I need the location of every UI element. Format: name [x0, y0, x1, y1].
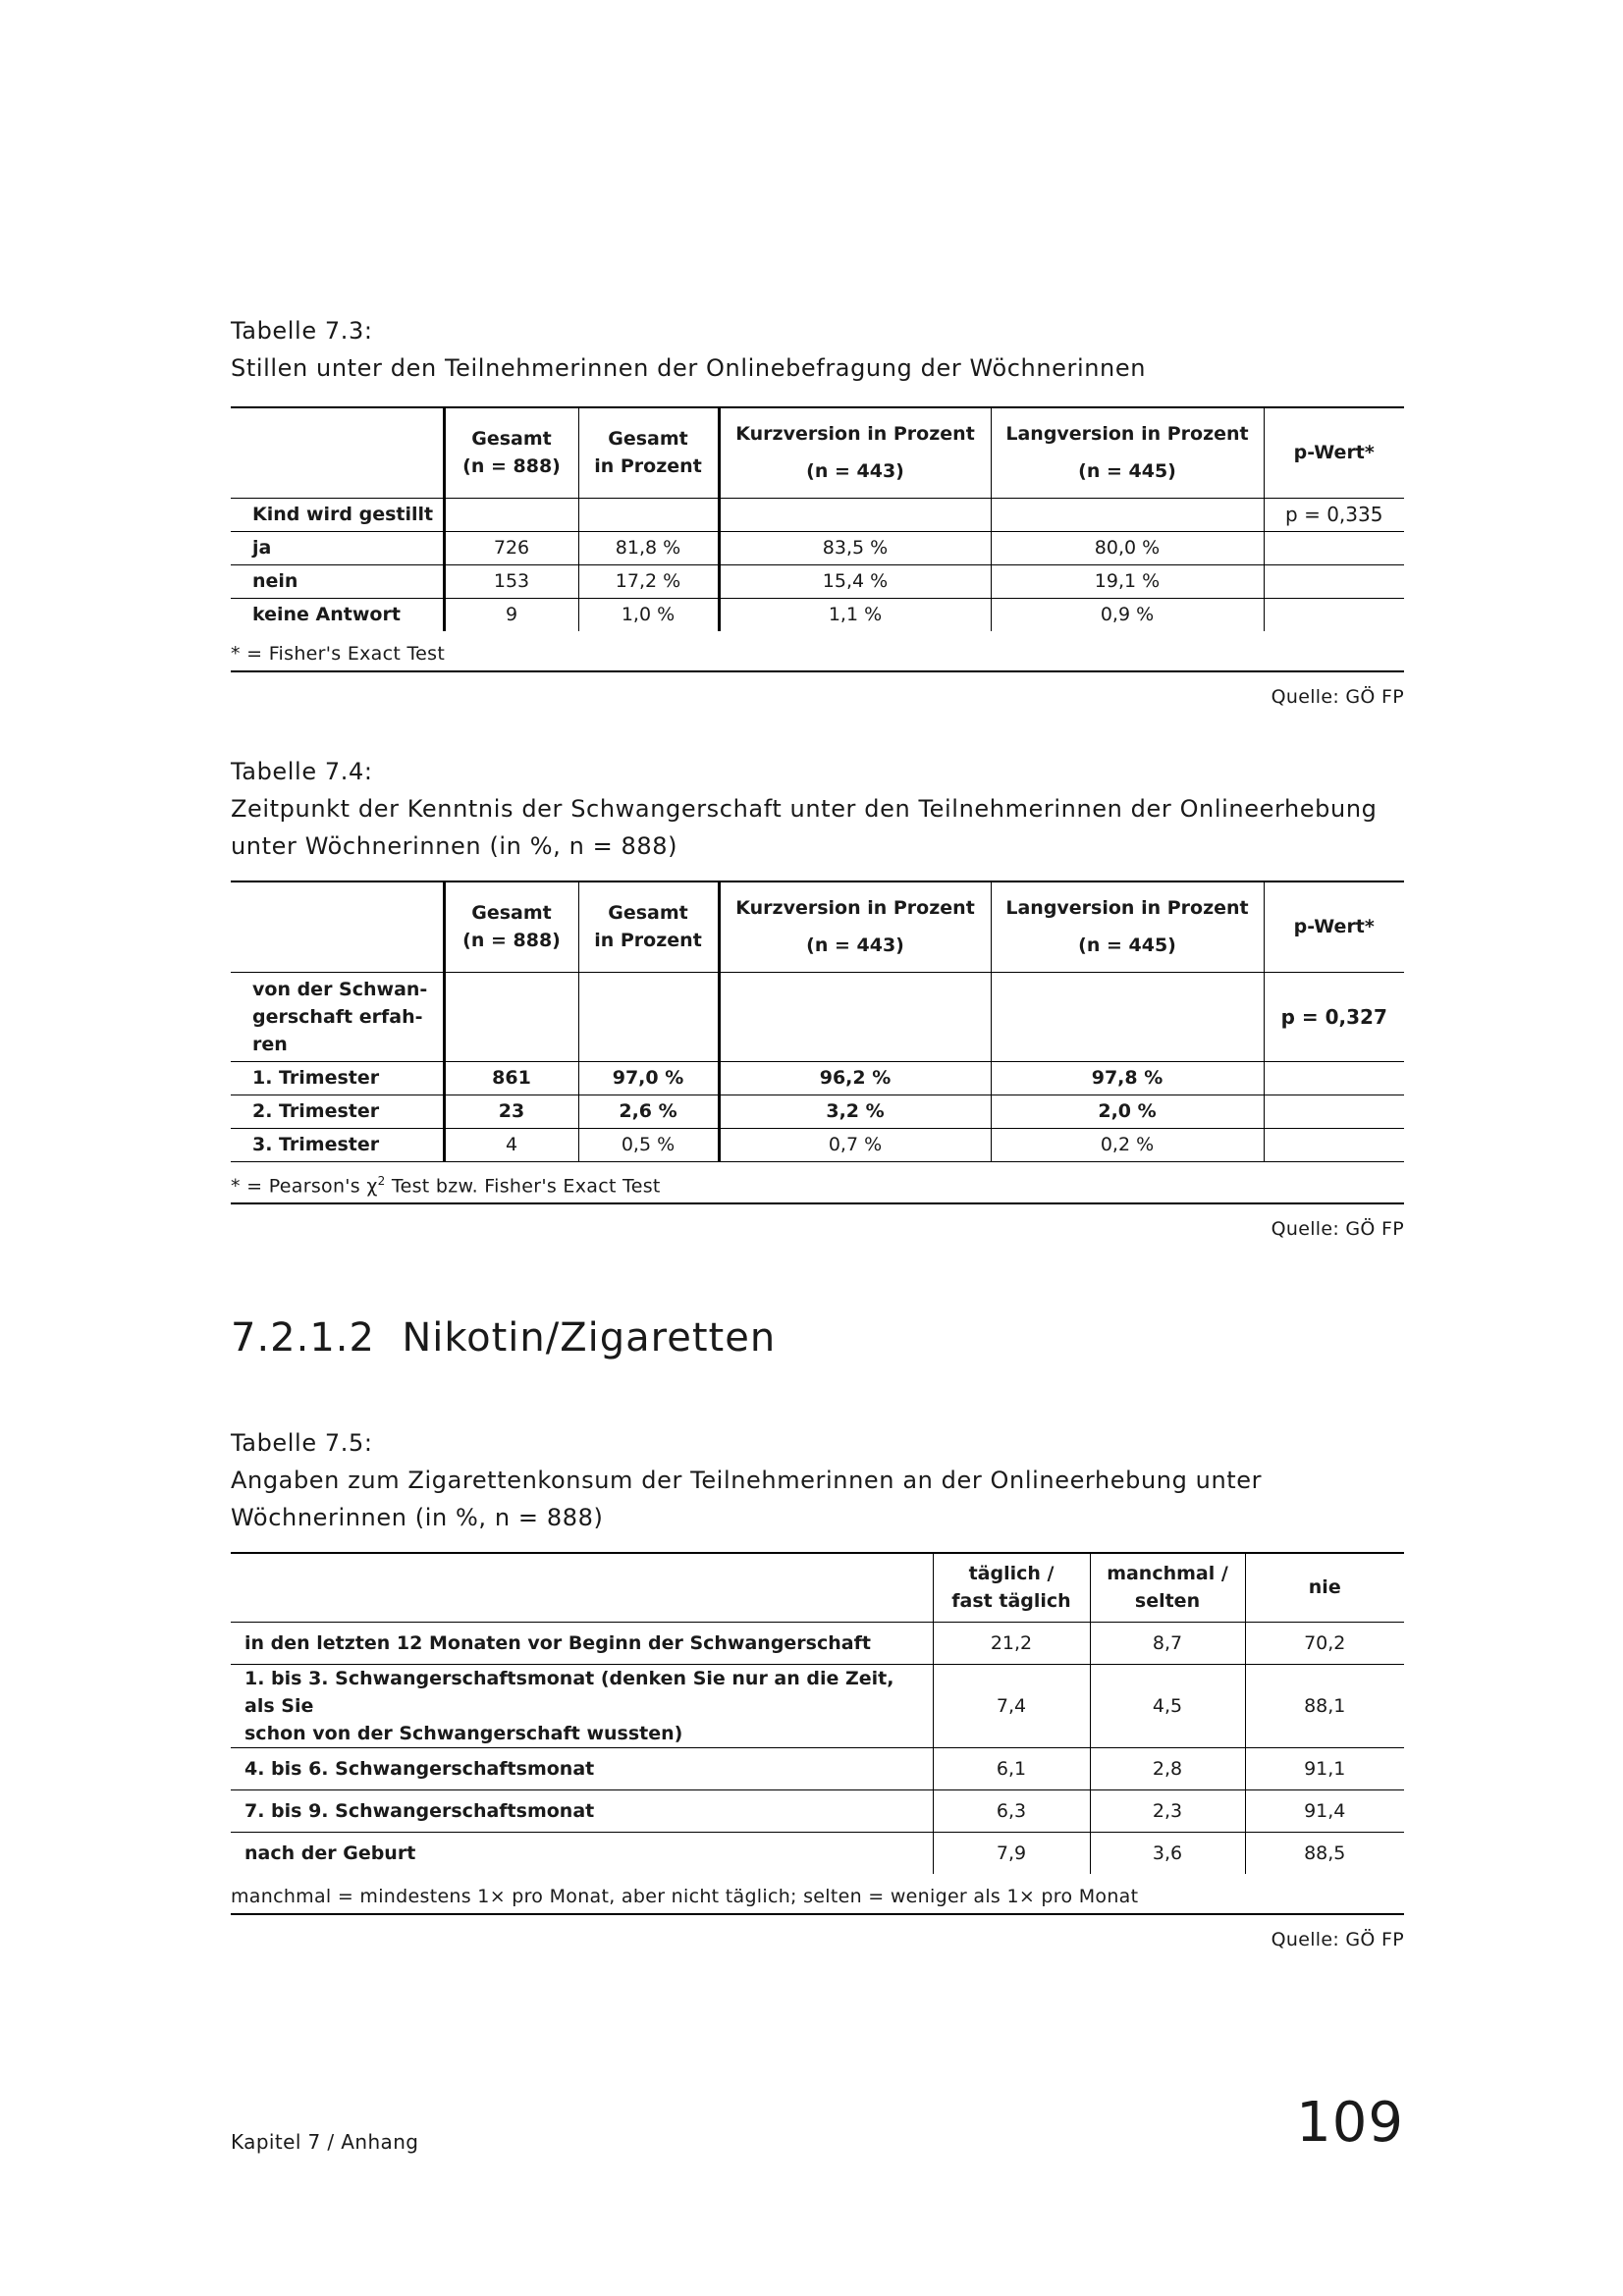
table-7-3 — [231, 406, 1404, 631]
table-note: * = Fisher's Exact Test — [231, 631, 1404, 672]
p-value: p = 0,335 — [1264, 498, 1404, 531]
col-header-kurzversion: Kurzversion in Prozent — [735, 897, 975, 920]
col-header-langversion: Langversion in Prozent — [1005, 423, 1249, 446]
col-header-prozent: Gesamt — [608, 902, 688, 925]
table-row: ja 726 81,8 % 83,5 % 80,0 % — [231, 531, 1404, 564]
col-header-prozent: Gesamt — [608, 428, 688, 451]
col-header-manchmal: manchmal / — [1107, 1563, 1228, 1585]
table-row: 3. Trimester 4 0,5 % 0,7 % 0,2 % — [231, 1128, 1404, 1161]
col-header-gesamt: Gesamt — [471, 902, 552, 925]
table-7-4 — [231, 881, 1404, 1162]
table-row: keine Antwort 9 1,0 % 1,1 % 0,9 % — [231, 598, 1404, 631]
table-source: Quelle: GÖ FP — [1271, 685, 1404, 708]
col-header-kurzversion: Kurzversion in Prozent — [735, 423, 975, 446]
table-7-4-block: Tabelle 7.4: Zeitpunkt der Kenntnis der Schwangerschaft unter den Teilnehmerinnen der Onlineerhebung unter Wöchnerinnen (in %, n = 888) Gesamt (n = 888) Gesamt in Prozent Kurzversion in Prozent (n = 443) Langversion in Prozent (n = 445) p-Wert* von der Schwan- gerschaft erfah- ren p = 0,327 1. Trimester 861 97,0 % 96,2 % 97,8 % 2. Trimester 23 2,6 % 3,2 % 2,0 % 3. Trimester 4 0,5 % 0,7 % 0,2 % * = Pearson's $\chi^2$ Test bzw. Fisher's Exact Test Quelle: GÖ FP — [231, 753, 1404, 1240]
col-header-langversion: Langversion in Prozent — [1005, 897, 1249, 920]
table-row: nein 153 17,2 % 15,4 % 19,1 % — [231, 564, 1404, 598]
table-row — [231, 972, 1404, 1061]
table-row: in den letzten 12 Monaten vor Beginn der Schwangerschaft 21,2 8,7 70,2 — [231, 1622, 1404, 1664]
table-7-5-subtitle: Angaben zum Zigarettenkonsum der Teilnehmerinnen an der Onlineerhebung unter — [231, 1467, 1263, 1494]
table-row: 4. bis 6. Schwangerschaftsmonat 6,1 2,8 91,1 — [231, 1747, 1404, 1789]
table-row: 1. Trimester 861 97,0 % 96,2 % 97,8 % — [231, 1061, 1404, 1095]
table-7-5-block: Tabelle 7.5: Angaben zum Zigarettenkonsum der Teilnehmerinnen an der Onlineerhebung unter Wöchnerinnen (in %, n = 888) täglich / fast täglich manchmal / selten nie in den letzten 12 Monaten vor Beginn der Schwangerschaft 21,2 8,7 70,2 1. bis 3. Schwangerschaftsmonat (denken Sie nur an die Zeit, als Sie schon von der Schwangerschaft wussten) 7,4 4,5 88,1 4. bis 6. Schwangerschaftsmonat 6,1 2,8 91,1 7. bis 9. Schwangerschaftsmonat 6,3 2,3 91,4 nach der Geburt 7,9 3,6 88,5 manchmal = mindestens 1× pro Monat, aber nicht täglich; selten = weniger als 1× pro Monat Quelle: GÖ FP — [231, 1424, 1404, 1950]
section-heading: 7.2.1.2 Nikotin/Zigaretten — [231, 1315, 777, 1361]
p-value: p = 0,327 — [1264, 972, 1404, 1061]
table-7-4-title: Tabelle 7.4: — [231, 758, 373, 785]
table-7-5 — [231, 1552, 1404, 1874]
table-7-3-block — [231, 312, 1404, 708]
row-label: von der Schwan- gerschaft erfah- ren — [231, 972, 444, 1061]
col-header-taeglich: täglich / — [968, 1563, 1055, 1585]
col-header-p-wert: p-Wert* — [1264, 881, 1404, 972]
footer-chapter: Kapitel 7 / Anhang — [231, 2130, 419, 2154]
page-number: 109 — [1296, 2091, 1404, 2155]
table-header: täglich / fast täglich manchmal / selten nie — [231, 1553, 1404, 1622]
col-header-gesamt: Gesamt — [471, 428, 552, 451]
table-row: 1. bis 3. Schwangerschaftsmonat (denken Sie nur an die Zeit, als Sie schon von der Schwangerschaft wussten) 7,4 4,5 88,1 — [231, 1664, 1404, 1747]
table-row: nach der Geburt 7,9 3,6 88,5 — [231, 1832, 1404, 1874]
table-row: 2. Trimester 23 2,6 % 3,2 % 2,0 % — [231, 1095, 1404, 1128]
table-source: Quelle: GÖ FP — [1271, 1928, 1404, 1950]
col-header-p-wert: p-Wert* — [1264, 407, 1404, 498]
table-row — [231, 498, 1404, 531]
table-header: Gesamt (n = 888) Gesamt in Prozent Kurzversion in Prozent (n = 443) Langversion in Prozent (n = 445) p-Wert* — [231, 881, 1404, 972]
table-7-3-title: Tabelle 7.3: — [231, 317, 373, 345]
table-7-3-subtitle: Stillen unter den Teilnehmerinnen der Onlinebefragung der Wöchnerinnen — [231, 354, 1147, 382]
table-note: * = Pearson's $\chi^2$ Test bzw. Fisher's Exact Test — [231, 1162, 1404, 1204]
row-label: Kind wird gestillt — [231, 498, 444, 531]
table-7-5-title: Tabelle 7.5: — [231, 1429, 373, 1457]
col-header-nie: nie — [1245, 1553, 1404, 1622]
table-row: 7. bis 9. Schwangerschaftsmonat 6,3 2,3 91,4 — [231, 1789, 1404, 1832]
table-7-4-subtitle: Zeitpunkt der Kenntnis der Schwangerschaft unter den Teilnehmerinnen der Onlineerhebung — [231, 795, 1378, 823]
table-header: Gesamt (n = 888) Gesamt in Prozent Kurzversion in Prozent (n = 443) Langversion in Prozent (n = 445) p-Wert* — [231, 407, 1404, 498]
table-note: manchmal = mindestens 1× pro Monat, aber nicht täglich; selten = weniger als 1× pro Monat — [231, 1874, 1404, 1915]
table-source: Quelle: GÖ FP — [1271, 1217, 1404, 1240]
